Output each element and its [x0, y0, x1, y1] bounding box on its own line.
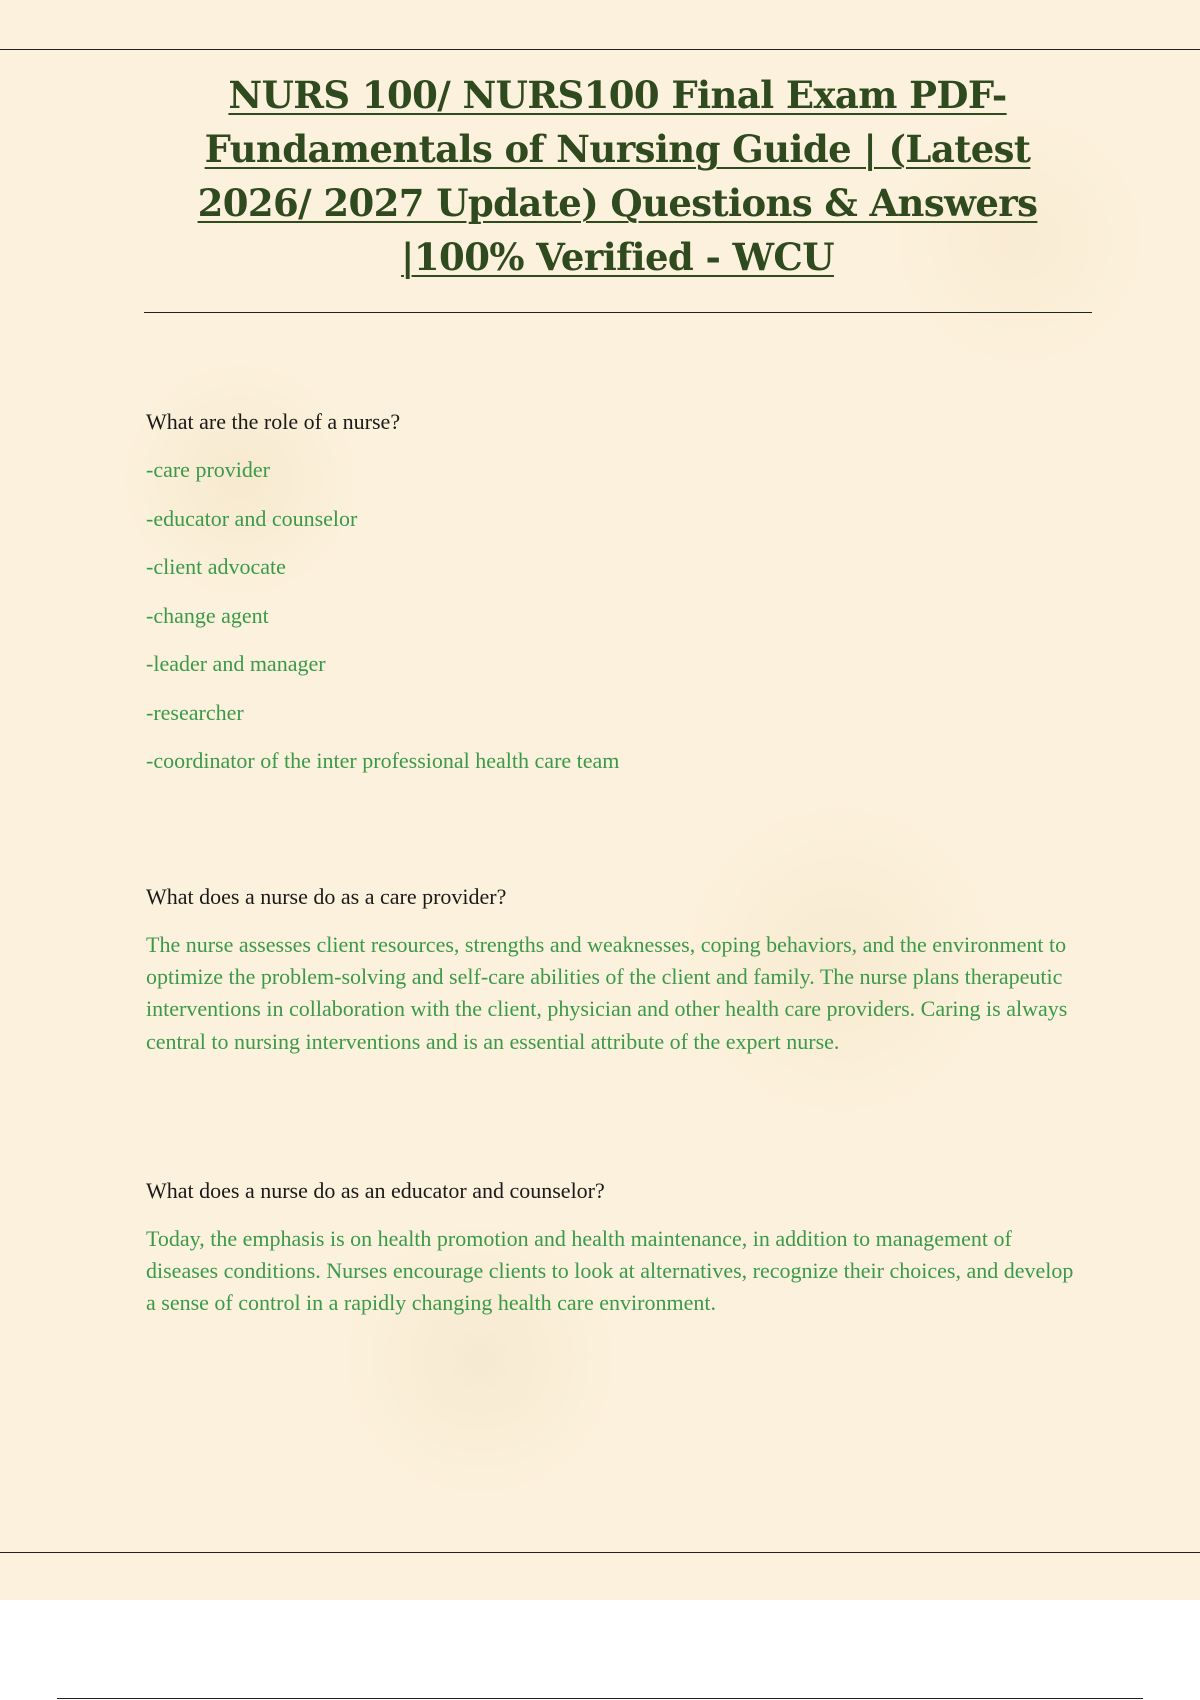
document-title: NURS 100/ NURS100 Final Exam PDF- Fundamentals of Nursing Guide | (Latest 2026/ 2027 Update) Questions & Answers |100% Verified - WCU	[197, 73, 1038, 279]
qa-block-roles	[146, 406, 1086, 777]
qa-block-educator	[146, 1175, 1086, 1320]
answer-list	[146, 454, 1086, 777]
answer-list-item: -client advocate	[146, 554, 286, 579]
bottom-divider	[0, 1552, 1200, 1553]
answer-list-item: -care provider	[146, 457, 270, 482]
answer-list-item: -change agent	[146, 602, 269, 628]
footer-divider	[57, 1698, 1143, 1699]
answer-list-item: -leader and manager	[146, 651, 326, 676]
answer-text: The nurse assesses client resources, strengths and weaknesses, coping behaviors, and the environment to optimize the problem-solving and self-care abilities of the client and family. The nurse plans therapeutic interventions in collaboration with the client, physician and other health care providers. Caring is always central to nursing interventions and is an essential attribute of the expert nurse.	[146, 932, 1068, 1054]
answer-list-item: -researcher	[146, 699, 244, 725]
question-text: What are the role of a nurse?	[146, 409, 401, 434]
answer-text: Today, the emphasis is on health promotion and health maintenance, in addition to management of diseases conditions. Nurses encourage clients to look at alternatives, recognize their choices, and develop a sense of control in a rapidly changing health care environment.	[146, 1225, 1074, 1316]
qa-content	[146, 406, 1086, 1319]
question-text: What does a nurse do as an educator and counselor?	[146, 1177, 605, 1203]
title-divider	[144, 312, 1092, 313]
question-text: What does a nurse do as a care provider?	[146, 884, 507, 909]
top-divider	[0, 49, 1200, 50]
answer-list-item: -educator and counselor	[146, 505, 358, 531]
qa-block-care-provider	[146, 881, 1086, 1058]
answer-list-item: -coordinator of the inter professional health care team	[146, 748, 620, 773]
